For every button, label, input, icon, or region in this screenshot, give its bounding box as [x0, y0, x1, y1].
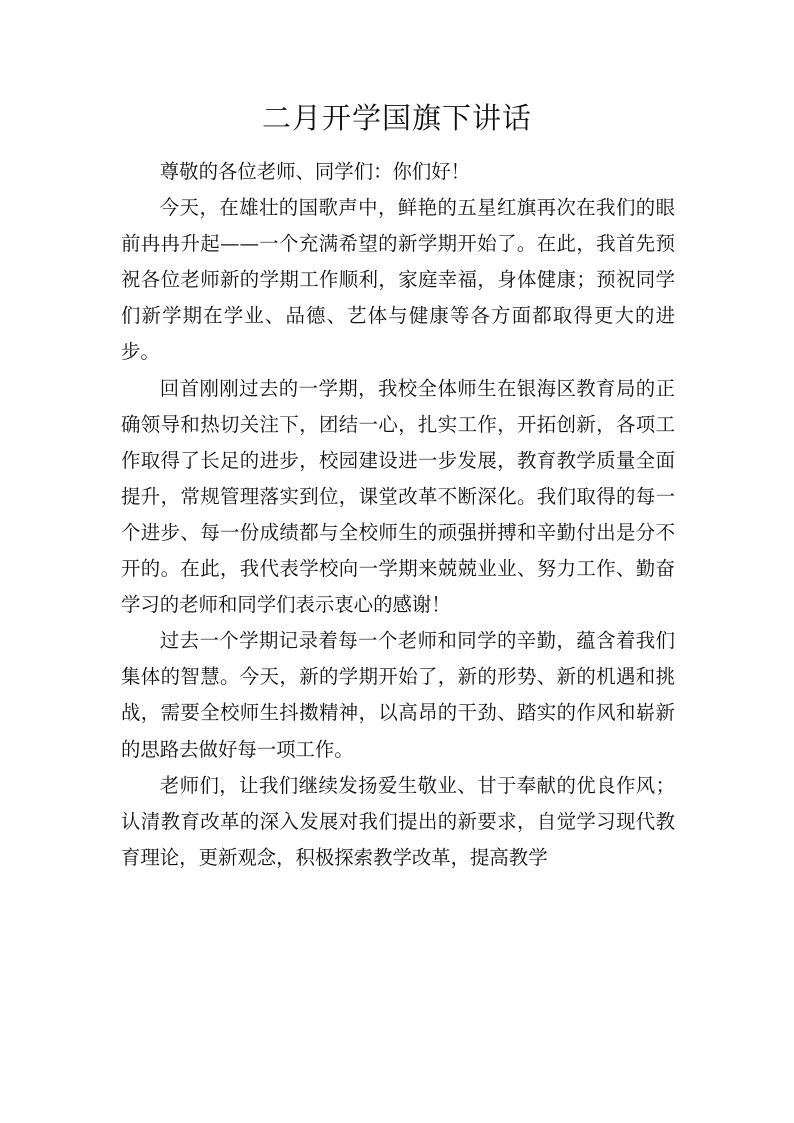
- paragraph-teachers: 老师们，让我们继续发扬爱生敬业、甘于奉献的优良作风；认清教育改革的深入发展对我们提出的新要求，自觉学习现代教育理论，更新观念，积极探索教学改革，提高教学: [121, 773, 675, 869]
- document-body: [121, 154, 675, 876]
- paragraph-greeting: 尊敬的各位老师、同学们：你们好！: [159, 160, 471, 183]
- paragraph-review: 回首刚刚过去的一学期，我校全体师生在银海区教育局的正确领导和热切关注下，团结一心，扎实工作，开拓创新，各项工作取得了长足的进步，校园建设进一步发展，教育教学质量全面提升，常规管理落实到位，课堂改革不断深化。我们取得的每一个进步、每一份成绩都与全校师生的顽强拼搏和辛勤付出是分不开的。在此，我代表学校向一学期来兢兢业业、努力工作、勤奋学习的老师和同学们表示衷心的感谢！: [121, 376, 675, 617]
- document-title: 二月开学国旗下讲话: [261, 101, 532, 135]
- paragraph-opening: 今天，在雄壮的国歌声中，鲜艳的五星红旗再次在我们的眼前冉冉升起——一个充满希望的新学期开始了。在此，我首先预祝各位老师新的学期工作顺利，家庭幸福，身体健康；预祝同学们新学期在学业、品德、艺体与健康等各方面都取得更大的进步。: [121, 196, 675, 364]
- paragraph-new-term: 过去一个学期记录着每一个老师和同学的辛勤，蕴含着我们集体的智慧。今天，新的学期开始了，新的形势、新的机遇和挑战，需要全校师生抖擞精神，以高昂的干劲、踏实的作风和崭新的思路去做好每一项工作。: [121, 629, 675, 761]
